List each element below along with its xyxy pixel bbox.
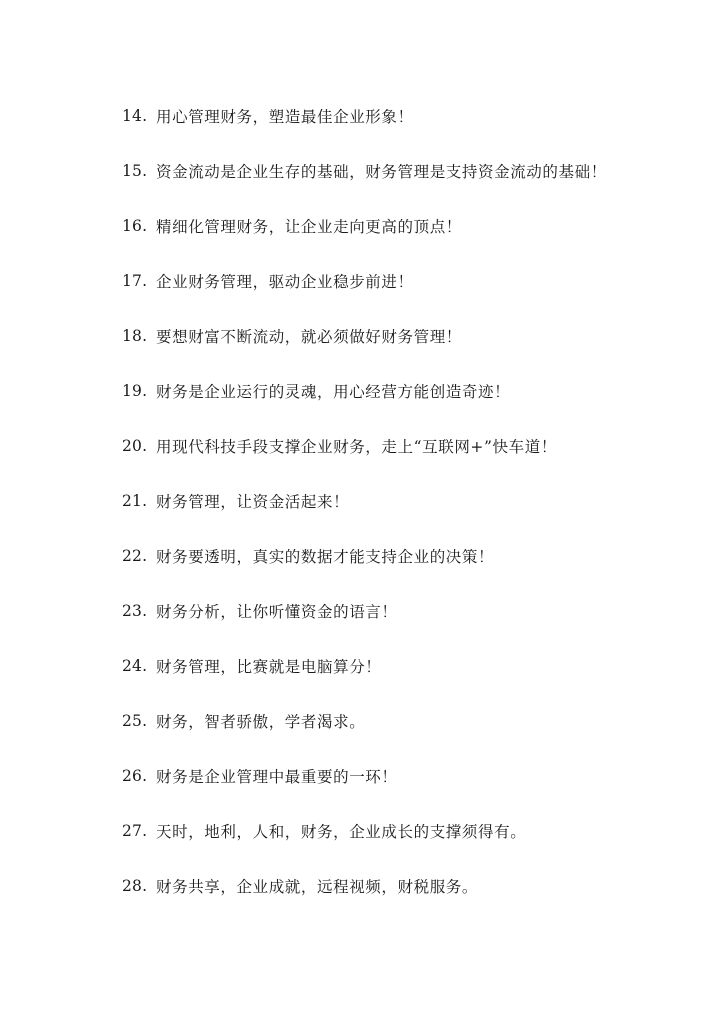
item-number: 22. (122, 546, 148, 565)
list-item (122, 583, 682, 638)
item-number: 23. (122, 601, 148, 620)
list-item (122, 88, 682, 143)
item-text: 财务要透明，真实的数据才能支持企业的决策！ (156, 547, 495, 566)
list-item (122, 143, 682, 198)
item-text: 资金流动是企业生存的基础，财务管理是支持资金流动的基础！ (156, 162, 607, 181)
list-item (122, 253, 682, 308)
list-item (122, 693, 682, 748)
item-number: 24. (122, 656, 148, 675)
item-text: 用现代科技手段支撑企业财务，走上“互联网+”快车道！ (156, 437, 557, 456)
list-item (122, 803, 682, 858)
list-item (122, 473, 682, 528)
item-number: 16. (122, 216, 148, 235)
slogan-list (122, 88, 682, 913)
item-text: 要想财富不断流动，就必须做好财务管理！ (156, 327, 462, 346)
item-number: 14. (122, 106, 148, 125)
item-number: 17. (122, 271, 148, 290)
item-text: 天时，地利，人和，财务，企业成长的支撑须得有。 (156, 822, 527, 841)
item-number: 19. (122, 381, 148, 400)
list-item (122, 363, 682, 418)
item-number: 25. (122, 711, 148, 730)
item-number: 26. (122, 766, 148, 785)
item-number: 27. (122, 821, 148, 840)
item-text: 精细化管理财务，让企业走向更高的顶点！ (156, 217, 462, 236)
list-item (122, 528, 682, 583)
item-number: 21. (122, 491, 148, 510)
item-text: 财务分析，让你听懂资金的语言！ (156, 602, 398, 621)
item-text: 财务管理，让资金活起来！ (156, 492, 350, 511)
list-item (122, 638, 682, 693)
item-number: 20. (122, 436, 148, 455)
list-item (122, 418, 682, 473)
list-item (122, 198, 682, 253)
item-number: 28. (122, 876, 148, 895)
item-text: 财务管理，比赛就是电脑算分！ (156, 657, 382, 676)
item-text: 财务共享，企业成就，远程视频，财税服务。 (156, 877, 479, 896)
item-text: 财务是企业运行的灵魂，用心经营方能创造奇迹！ (156, 382, 511, 401)
item-text: 用心管理财务，塑造最佳企业形象！ (156, 107, 414, 126)
item-text: 企业财务管理，驱动企业稳步前进！ (156, 272, 414, 291)
list-item (122, 308, 682, 363)
item-text: 财务，智者骄傲，学者渴求。 (156, 712, 366, 731)
item-number: 18. (122, 326, 148, 345)
item-text: 财务是企业管理中最重要的一环！ (156, 767, 398, 786)
item-number: 15. (122, 161, 148, 180)
list-item (122, 748, 682, 803)
list-item (122, 858, 682, 913)
